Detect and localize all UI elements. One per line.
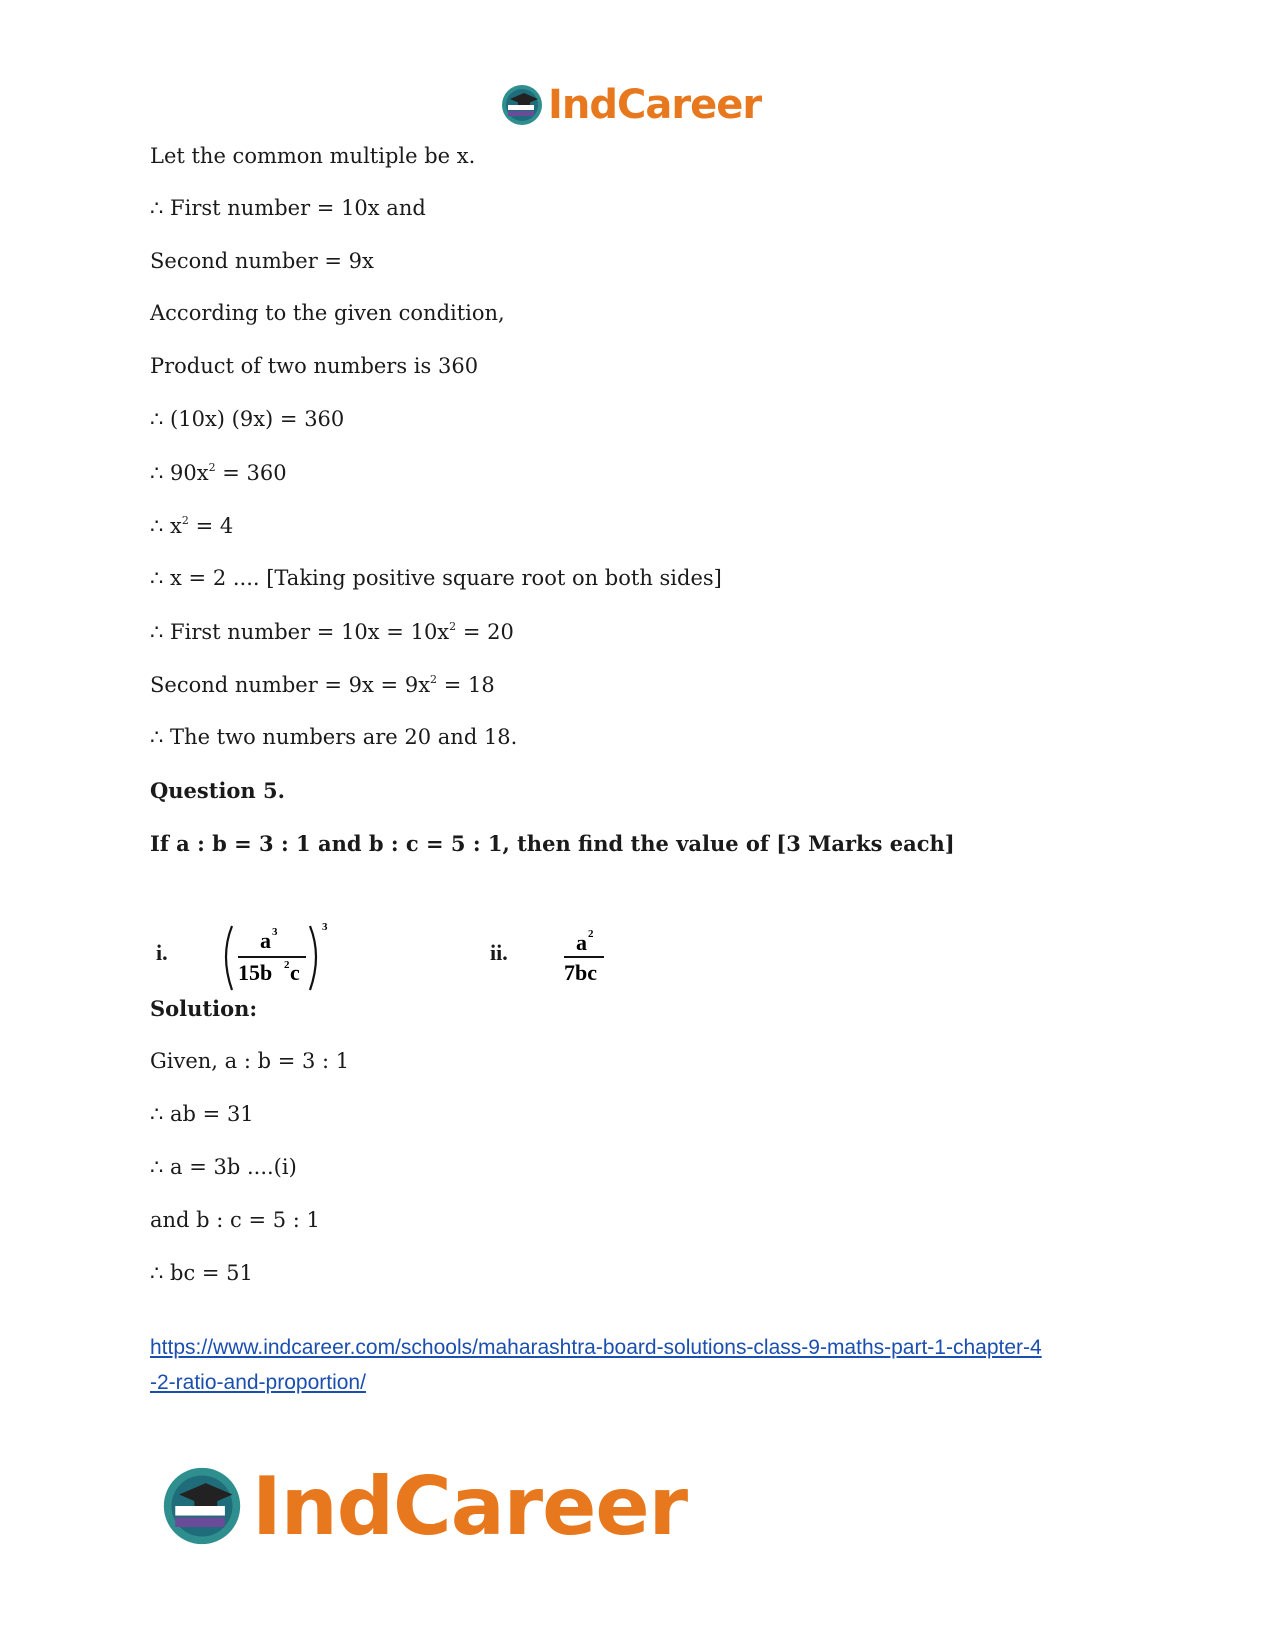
equation-prefix: ∴ First number = 10x = 10x [150, 620, 450, 644]
solution-line: ∴ bc = 51 [150, 1261, 253, 1285]
solution-line: ∴ ab = 31 [150, 1102, 254, 1126]
equation-prefix: Second number = 9x = 9x [150, 673, 431, 697]
part-ii-numerator: a [576, 930, 587, 955]
question-parts [150, 918, 710, 998]
text-line: ∴ First number = 10x and [150, 196, 426, 220]
equation-suffix: = 20 [456, 620, 514, 644]
indcareer-logo-top [500, 80, 761, 130]
part-ii-numerator-exponent: 2 [588, 928, 594, 940]
equation-prefix: ∴ x [150, 514, 182, 538]
question-text: If a : b = 3 : 1 and b : c = 5 : 1, then find the value of [3 Marks each] [150, 831, 955, 856]
exponent: 2 [208, 461, 216, 474]
equation-suffix: = 4 [188, 514, 234, 538]
source-link-line-2[interactable]: -2-ratio-and-proportion/ [150, 1371, 366, 1394]
solution-line: Given, a : b = 3 : 1 [150, 1049, 350, 1073]
graduation-book-icon [160, 1464, 244, 1548]
part-i-expression [222, 918, 352, 994]
part-i-denominator: 15b [238, 960, 273, 985]
logo-text: IndCareer [548, 82, 762, 128]
text-line: According to the given condition, [150, 301, 505, 325]
text-line: Second number = 9x [150, 249, 374, 273]
text-line: ∴ (10x) (9x) = 360 [150, 407, 345, 431]
graduation-book-icon [500, 83, 544, 127]
text-line: ∴ x = 2 .... [Taking positive square root on both sides] [150, 566, 722, 590]
question-title: Question 5. [150, 778, 285, 803]
equation-suffix: = 18 [437, 673, 495, 697]
part-i-label: i. [156, 940, 168, 965]
part-ii-expression [560, 918, 620, 994]
part-i-numerator-exponent: 3 [272, 926, 278, 938]
part-i-denominator-exponent: 2 [284, 959, 290, 971]
exponent: 2 [449, 620, 457, 633]
part-ii-label: ii. [490, 940, 508, 965]
indcareer-logo-bottom [160, 1460, 687, 1552]
equation-prefix: ∴ 90x [150, 461, 209, 485]
equation-x2 [150, 515, 233, 537]
text-line: Product of two numbers is 360 [150, 354, 479, 378]
text-line: ∴ The two numbers are 20 and 18. [150, 725, 518, 749]
solution-title: Solution: [150, 996, 258, 1021]
part-i-numerator: a [260, 928, 271, 953]
solution-line: ∴ a = 3b ....(i) [150, 1155, 297, 1179]
source-link-line-1[interactable]: https://www.indcareer.com/schools/maharashtra-board-solutions-class-9-maths-part-1-chapter-4 [150, 1336, 1042, 1359]
exponent: 2 [181, 514, 189, 527]
equation-first-number [150, 621, 514, 643]
equation-90x2 [150, 462, 287, 484]
exponent: 2 [430, 673, 438, 686]
part-ii-denominator: 7bc [564, 960, 597, 985]
solution-line: and b : c = 5 : 1 [150, 1208, 320, 1232]
part-i-denominator-c: c [290, 960, 300, 985]
equation-suffix: = 360 [215, 461, 287, 485]
part-i-outer-exponent: 3 [322, 921, 328, 933]
text-line: Let the common multiple be x. [150, 144, 476, 168]
logo-text: IndCareer [252, 1459, 688, 1553]
equation-second-number [150, 674, 495, 696]
